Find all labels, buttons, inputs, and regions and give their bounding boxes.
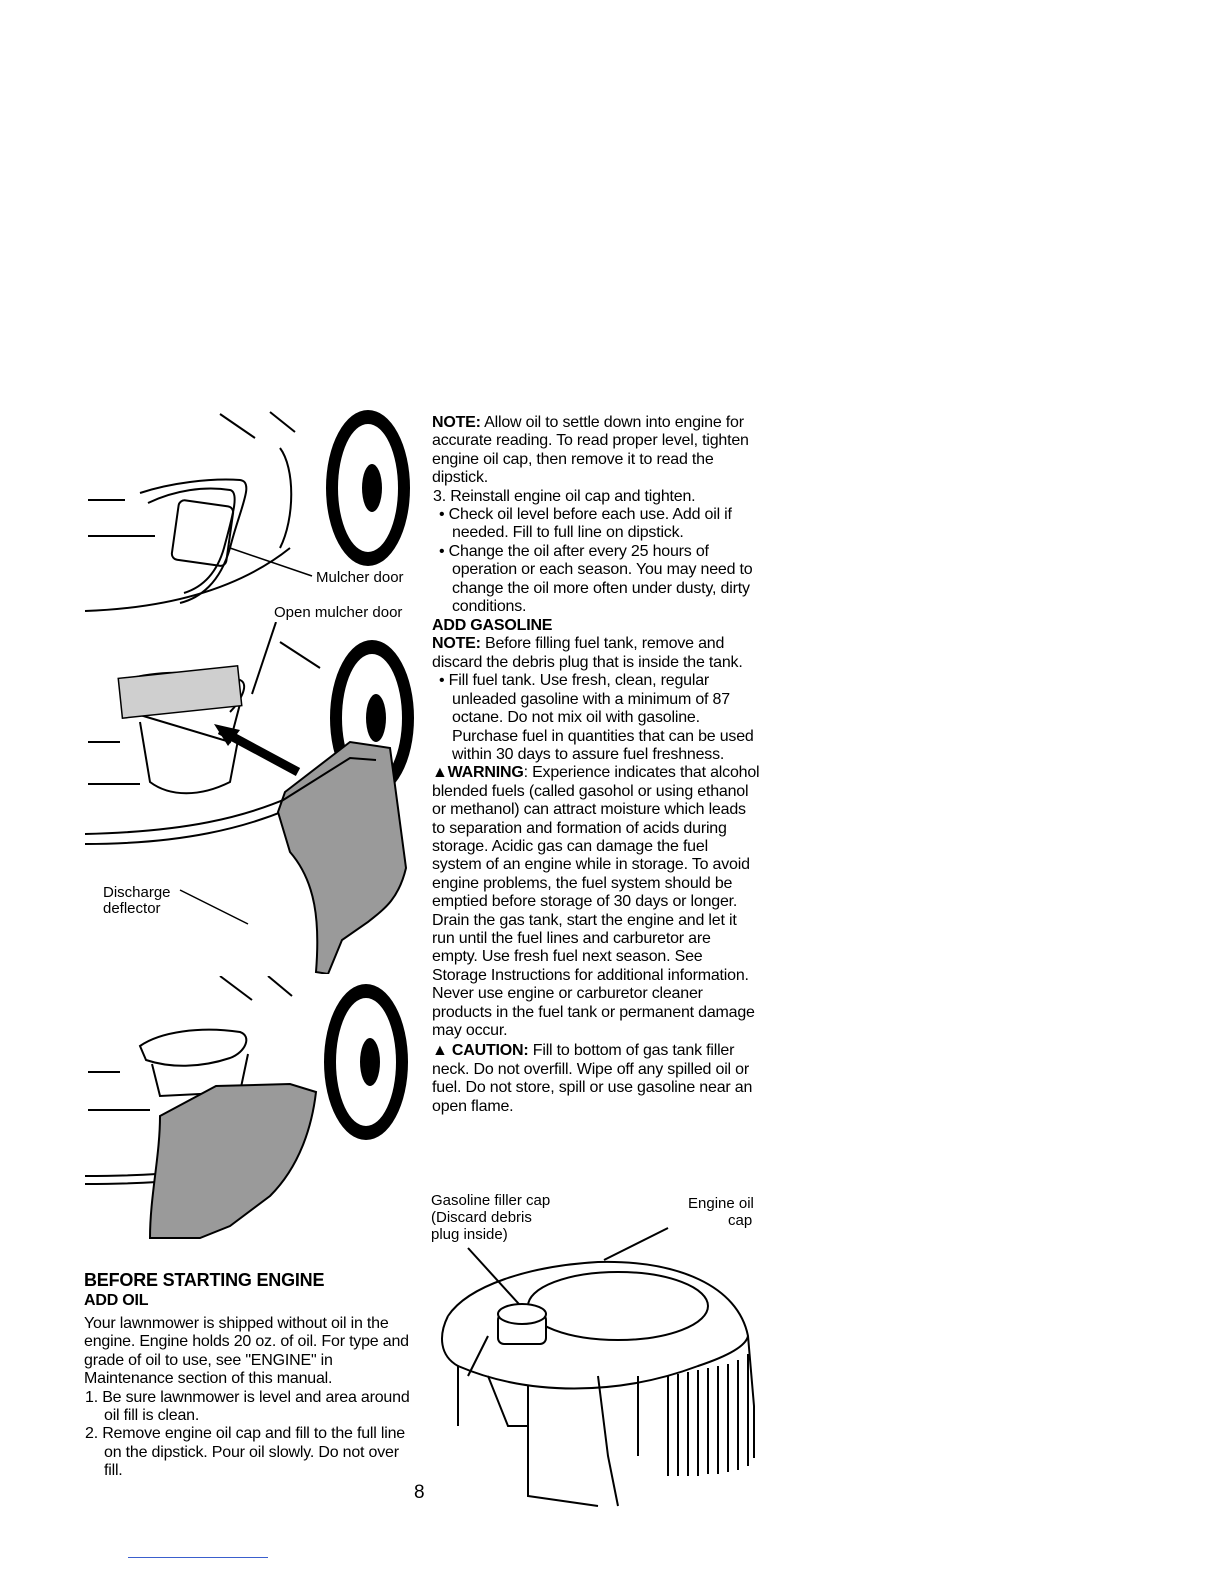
oil-step-1-number: 1. <box>85 1388 98 1406</box>
gas-cap-label-line2: (Discard debris <box>431 1209 532 1226</box>
add-oil-heading: ADD OIL <box>84 1292 149 1309</box>
discharge-label-line1: Discharge <box>103 884 171 901</box>
mulcher-door-label: Mulcher door <box>316 569 404 586</box>
discharge-deflector-illustration <box>80 622 420 974</box>
oil-step-2-number: 2. <box>85 1425 98 1443</box>
warning-text: : Experience indicates that alcohol blended fuels (called gasohol or using ethanol or methanol) can attract moisture which leads to separation and formation of acids during storage. Acidic gas can damage the fuel system of an engine while in storage. To avoid engine problems, the fuel system should be emptied before storage of 30 days or longer. Drain the gas tank, start the engine and let it run until the fuel lines and carburetor are empty. Use fresh fuel next season. See Storage Instructions for additional information. Never use engine or carburetor cleaner products in the fuel tank or permanent damage may occur. <box>432 764 760 1039</box>
fuel-tank-note-text: Before filling fuel tank, remove and discard the debris plug that is inside the tank. <box>432 635 743 671</box>
left-column <box>84 1270 414 1481</box>
bullet-check-oil-text: Check oil level before each use. Add oil if needed. Fill to full line on dipstick. <box>448 506 732 542</box>
open-mulcher-door-label: Open mulcher door <box>274 604 403 621</box>
note-label: NOTE: <box>432 414 481 431</box>
add-gasoline-heading: ADD GASOLINE <box>432 617 553 635</box>
oil-step-3-text: Reinstall engine oil cap and tighten. <box>450 487 696 505</box>
deflector-installed-illustration <box>80 976 420 1244</box>
note-label-2: NOTE: <box>432 635 481 653</box>
engine-oil-cap-label-line2: cap <box>728 1212 753 1229</box>
gas-cap-label-line3: plug inside) <box>431 1226 508 1243</box>
oil-settle-note-text: Allow oil to settle down into engine for accurate reading. To read proper level, tighten engine oil cap, then remove it to read the dipstick. <box>432 414 749 487</box>
bullet-fill-fuel-text: Fill fuel tank. Use fresh, clean, regular unleaded gasoline with a minimum of 87 octane. Do not mix oil with gasoline. Purchase fuel in quantities that can be used within 30 days to assure fuel freshness. <box>448 672 754 763</box>
caution-text: Fill to bottom of gas tank filler neck. Do not overfill. Wipe off any spilled oil or fuel. Do not store, spill or use gasoline near an open flame. <box>432 1042 753 1115</box>
warning-label: WARNING <box>447 764 524 782</box>
bullet-fill-fuel: • Fill fuel tank. Use fresh, clean, regular unleaded gasoline with a minimum of 87 octane. Do not mix oil with gasoline. Purchase fuel in quantities that can be used within 30 days to assure fuel freshness. <box>439 672 754 763</box>
add-oil-intro: Your lawnmower is shipped without oil in the engine. Engine holds 20 oz. of oil. For type and grade of oil to use, see "ENGINE" in Maintenance section of this manual. <box>84 1315 409 1388</box>
bullet-change-oil-text: Change the oil after every 25 hours of operation or each season. You may need to change the oil more often under dusty, dirty conditions. <box>448 542 753 616</box>
page-number: 8 <box>414 1482 425 1503</box>
caution-icon: ▲ <box>432 1042 452 1060</box>
engine-illustration <box>428 1226 762 1508</box>
gas-cap-label-line1: Gasoline filler cap <box>431 1192 551 1209</box>
right-column <box>432 414 760 1116</box>
oil-settle-note <box>432 414 760 488</box>
footer-rule <box>128 1557 268 1558</box>
oil-step-3 <box>432 488 760 506</box>
bullet-change-oil: • Change the oil after every 25 hours of operation or each season. You may need to change the oil more often under dusty, dirty conditions. <box>439 542 753 616</box>
caution-label: CAUTION: <box>451 1042 529 1060</box>
warning-icon: ▲ <box>432 764 448 782</box>
caution-paragraph <box>432 1042 760 1116</box>
before-starting-heading: BEFORE STARTING ENGINE <box>84 1270 325 1290</box>
oil-step-3-number: 3. <box>433 487 446 505</box>
bullet-check-oil: • Check oil level before each use. Add oil if needed. Fill to full line on dipstick. <box>439 506 732 542</box>
warning-paragraph <box>432 764 760 1040</box>
mulcher-door-illustration <box>80 408 420 618</box>
oil-step-1-text: Be sure lawnmower is level and area around oil fill is clean. <box>102 1388 410 1425</box>
engine-oil-cap-label-line1: Engine oil <box>688 1195 754 1212</box>
fuel-tank-note <box>432 635 760 672</box>
oil-step-2-text: Remove engine oil cap and fill to the full line on the dipstick. Pour oil slowly. Do not over fill. <box>102 1425 405 1480</box>
deflector-label-line2: deflector <box>103 900 161 917</box>
oil-step-1 <box>84 1389 414 1426</box>
oil-step-2 <box>84 1425 414 1480</box>
